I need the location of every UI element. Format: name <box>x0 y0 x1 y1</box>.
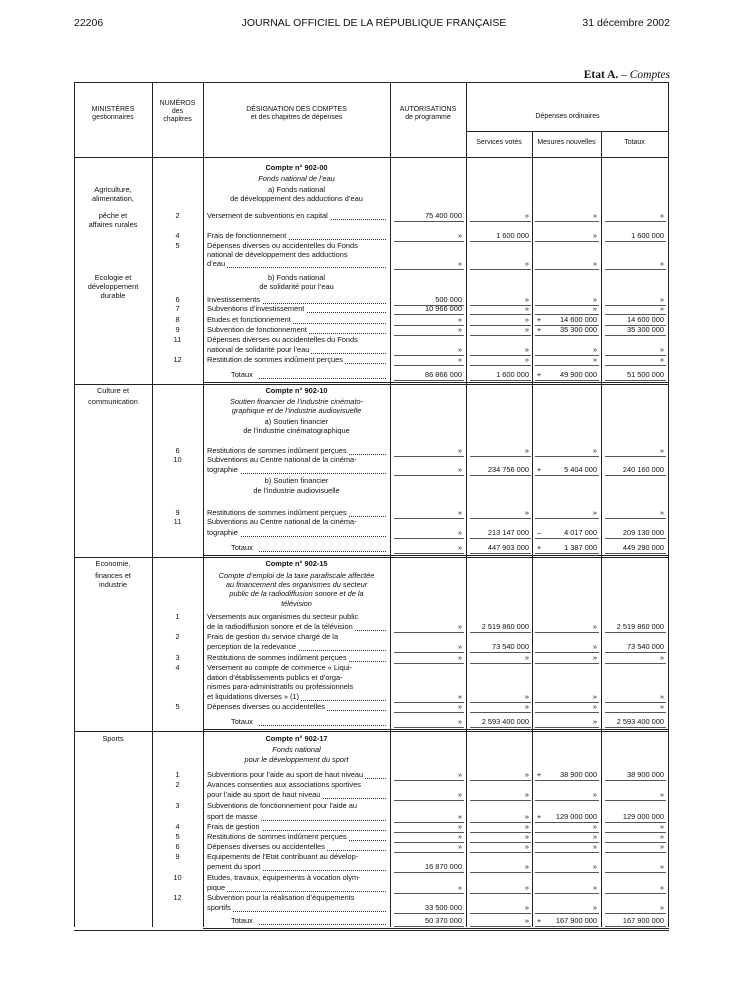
mesures-nouvelles-value: » <box>592 446 597 455</box>
mesures-sign: + <box>536 325 542 334</box>
mesures-nouvelles-value: » <box>592 832 597 841</box>
mesures-nouvelles-value: » <box>592 717 597 726</box>
mesures-nouvelles-value: » <box>592 642 597 651</box>
services-votes-value: » <box>524 325 529 334</box>
designation-text: national de solidarité pour l’eau <box>207 345 310 354</box>
totaux-value: 38 900 000 <box>627 770 664 779</box>
services-votes-value: » <box>524 903 529 912</box>
ministere-label: Culture et <box>96 386 130 395</box>
chapter-number: 8 <box>175 315 180 324</box>
autorisation-value: » <box>457 653 462 662</box>
services-votes-value: » <box>524 211 529 220</box>
chapter-number: 11 <box>173 335 182 344</box>
autorisation-value: » <box>457 692 462 701</box>
designation-text: a) Soutien financier <box>264 417 329 426</box>
autorisation-value: » <box>457 717 462 726</box>
services-votes-value: 213 147 000 <box>487 528 529 537</box>
services-votes-value: 1 600 000 <box>496 231 529 240</box>
services-votes-value: » <box>524 702 529 711</box>
autorisation-value: » <box>457 446 462 455</box>
designation-text: pement du sport <box>207 862 261 871</box>
autorisation-value: » <box>457 325 462 334</box>
autorisation-value: » <box>457 345 462 354</box>
page-date: 31 décembre 2002 <box>582 17 670 29</box>
mesures-nouvelles-value: » <box>592 622 597 631</box>
journal-title: JOURNAL OFFICIEL DE LA RÉPUBLIQUE FRANÇAISE <box>241 17 507 29</box>
chapter-number: 12 <box>173 893 182 902</box>
chapter-number: 4 <box>175 822 180 831</box>
autorisation-value: » <box>457 259 462 268</box>
totaux-value: 14 600 000 <box>627 315 664 324</box>
autorisation-value: 86 866 000 <box>425 370 462 379</box>
designation-text: Restitutions de sommes indûment perçues <box>207 446 347 455</box>
designation-text: Subvention de fonctionnement <box>207 325 307 334</box>
totaux-value: » <box>659 355 664 364</box>
page-number: 22206 <box>74 17 104 29</box>
autorisation-value: » <box>457 832 462 841</box>
chapter-number: 6 <box>175 446 180 455</box>
ministere-label: Agriculture, <box>94 185 132 194</box>
designation-text: Soutien financier de l’industrie cinémato- <box>229 397 364 406</box>
services-votes-value: 73 540 000 <box>492 642 529 651</box>
designation-text: Equipements de l’Etat contribuant au dévelop- <box>207 852 359 861</box>
totaux-value: » <box>659 903 664 912</box>
autorisation-value: » <box>457 465 462 474</box>
designation-text: public de la radiodiffusion sonore et de la <box>229 589 364 598</box>
chapter-number: 5 <box>175 702 180 711</box>
totaux-value: » <box>659 304 664 313</box>
chapter-number: 2 <box>175 780 180 789</box>
autorisation-value: 10 966 000 <box>425 304 462 313</box>
services-votes-value: » <box>524 295 529 304</box>
designation-text: de l’industrie audiovisuelle <box>253 486 340 495</box>
designation-text: de développement des adductions d’eau <box>230 194 363 203</box>
services-votes-value: » <box>524 304 529 313</box>
totaux-value: » <box>659 508 664 517</box>
totals-label: Totaux <box>231 717 253 726</box>
services-votes-value: » <box>524 259 529 268</box>
designation-text: dation d’établissements publics et d’orga- <box>207 673 343 682</box>
designation-text: Restitutions de sommes indûment perçues <box>207 508 347 517</box>
designation-text: national de développement des adductions <box>207 250 348 259</box>
chapter-number: 12 <box>173 355 182 364</box>
designation-text: au financement des organismes du secteur <box>225 580 368 589</box>
designation-text: Versements aux organismes du secteur public <box>207 612 359 621</box>
mesures-nouvelles-value: » <box>592 295 597 304</box>
designation-text: tographie <box>207 528 238 537</box>
totaux-value: » <box>659 211 664 220</box>
autorisation-value: » <box>457 528 462 537</box>
mesures-nouvelles-value: » <box>592 862 597 871</box>
mesures-nouvelles-value: » <box>592 653 597 662</box>
designation-text: Subventions au Centre national de la cinéma- <box>207 517 357 526</box>
chapter-number: 6 <box>175 295 180 304</box>
designation-text: Compte n° 902-00 <box>265 163 328 172</box>
mesures-nouvelles-value: 129 000 000 <box>555 812 597 821</box>
designation-text: Fonds national de l’eau <box>258 174 335 183</box>
services-votes-value: » <box>524 653 529 662</box>
services-votes-value: » <box>524 345 529 354</box>
designation-text: Subventions pour l’aide au sport de haut niveau <box>207 770 364 779</box>
mesures-sign: + <box>536 812 542 821</box>
autorisation-value: » <box>457 812 462 821</box>
designation-text: Frais de gestion du service chargé de la <box>207 632 339 641</box>
designation-text: Subvention pour la réalisation d’équipements <box>207 893 355 902</box>
chapter-number: 9 <box>175 508 180 517</box>
services-votes-value: » <box>524 832 529 841</box>
chapter-number: 3 <box>175 801 180 810</box>
designation-text: Restitutions de sommes indûment perçues <box>207 832 347 841</box>
services-votes-value: » <box>524 812 529 821</box>
autorisation-value: » <box>457 315 462 324</box>
mesures-sign: + <box>536 370 542 379</box>
designation-text: Dépenses diverses ou accidentelles <box>207 842 325 851</box>
autorisation-value: » <box>457 790 462 799</box>
totals-label: Totaux <box>231 543 253 552</box>
autorisation-value: » <box>457 842 462 851</box>
mesures-sign: + <box>536 465 542 474</box>
designation-text: Subventions au Centre national de la cinéma- <box>207 455 357 464</box>
designation-text: sport de masse <box>207 812 258 821</box>
col-autorisations: AUTORISATIONS de programme <box>399 106 457 121</box>
autorisation-value: » <box>457 231 462 240</box>
totals-label: Totaux <box>231 370 253 379</box>
totaux-value: » <box>659 883 664 892</box>
mesures-nouvelles-value: » <box>592 842 597 851</box>
services-votes-value: » <box>524 770 529 779</box>
totaux-value: 209 130 000 <box>622 528 664 537</box>
col-ministeres: MINISTÈRES gestionnaires <box>91 106 135 121</box>
autorisation-value: » <box>457 770 462 779</box>
services-votes-value: » <box>524 822 529 831</box>
services-votes-value: 2 519 860 000 <box>481 622 529 631</box>
totaux-value: 73 540 000 <box>627 642 664 651</box>
mesures-nouvelles-value: » <box>592 883 597 892</box>
mesures-nouvelles-value: » <box>592 702 597 711</box>
autorisation-value: 16 870 000 <box>425 862 462 871</box>
totaux-value: » <box>659 345 664 354</box>
mesures-nouvelles-value: » <box>592 231 597 240</box>
mesures-nouvelles-value: » <box>592 259 597 268</box>
col-mesures-nouvelles: Mesures nouvelles <box>537 139 596 146</box>
autorisation-value: 500 000 <box>435 295 462 304</box>
totaux-value: » <box>659 842 664 851</box>
designation-text: Versement de subventions en capital <box>207 211 328 220</box>
totaux-value: 449 290 000 <box>622 543 664 552</box>
etat-heading <box>584 69 670 81</box>
designation-text: Versement au compte de commerce « Liqui- <box>207 663 353 672</box>
designation-text: pour l’aide au sport de haut niveau <box>207 790 321 799</box>
services-votes-value: » <box>524 883 529 892</box>
mesures-sign: + <box>536 543 542 552</box>
chapter-number: 6 <box>175 842 180 851</box>
designation-text: d’eau <box>207 259 226 268</box>
mesures-nouvelles-value: » <box>592 822 597 831</box>
chapter-number: 11 <box>173 517 182 526</box>
mesures-sign: + <box>536 315 542 324</box>
mesures-nouvelles-value: 49 900 000 <box>560 370 597 379</box>
designation-text: Avances consenties aux associations sportives <box>207 780 361 789</box>
totaux-value: » <box>659 822 664 831</box>
ministere-label: durable <box>100 291 126 300</box>
ministere-label: industrie <box>99 580 127 589</box>
services-votes-value: » <box>524 446 529 455</box>
etat-title: Comptes <box>629 69 670 81</box>
ministere-label: communication <box>88 397 138 406</box>
totaux-value: » <box>659 702 664 711</box>
designation-text: Etudes et fonctionnement <box>207 315 291 324</box>
chapter-number: 4 <box>175 663 180 672</box>
designation-text: de la radiodiffusion sonore et de la télévision <box>207 622 353 631</box>
chapter-number: 10 <box>173 873 182 882</box>
designation-text: de solidarité pour l’eau <box>259 282 334 291</box>
designation-text: perception de la redevance <box>207 642 297 651</box>
totaux-value: 167 900 000 <box>622 916 664 925</box>
etat-label: Etat A. <box>583 69 619 81</box>
totaux-value: 51 500 000 <box>627 370 664 379</box>
autorisation-value: 33 500 000 <box>425 903 462 912</box>
mesures-sign: – <box>536 528 542 537</box>
totaux-value: » <box>659 832 664 841</box>
totaux-value: » <box>659 653 664 662</box>
services-votes-value: 2 593 400 000 <box>481 717 529 726</box>
mesures-nouvelles-value: » <box>592 211 597 220</box>
col-depenses-ordinaires: Dépenses ordinaires <box>535 113 600 120</box>
chapter-number: 4 <box>175 231 180 240</box>
designation-text: Compte n° 902-15 <box>265 559 328 568</box>
col-services-votes: Services votés <box>476 139 522 146</box>
budget-table <box>74 82 669 927</box>
chapter-number: 9 <box>175 325 180 334</box>
chapter-number: 2 <box>175 211 180 220</box>
mesures-nouvelles-value: » <box>592 304 597 313</box>
autorisation-value: » <box>457 355 462 364</box>
mesures-sign: + <box>536 770 542 779</box>
chapter-number: 10 <box>173 455 182 464</box>
designation-text: Compte d’emploi de la taxe parafiscale affectée <box>218 571 375 580</box>
designation-text: pour le développement du sport <box>244 755 349 764</box>
services-votes-value: » <box>524 842 529 851</box>
mesures-nouvelles-value: 167 900 000 <box>555 916 597 925</box>
designation-text: Subventions d’investissement <box>207 304 305 313</box>
designation-text: Dépenses diverses ou accidentelles <box>207 702 325 711</box>
services-votes-value: » <box>524 862 529 871</box>
chapter-number: 7 <box>175 304 180 313</box>
autorisation-value: » <box>457 543 462 552</box>
designation-text: de l’industrie cinématographique <box>243 426 350 435</box>
designation-text: Dépenses diverses ou accidentelles du Fonds <box>207 241 358 250</box>
designation-text: Etudes, travaux, équipements à vocation olym- <box>207 873 361 882</box>
designation-text: tographie <box>207 465 238 474</box>
designation-text: télévision <box>281 599 312 608</box>
chapter-number: 5 <box>175 241 180 250</box>
ministere-label: Sports <box>102 734 124 743</box>
designation-text: Investissements <box>207 295 260 304</box>
designation-text: Restitutions de sommes indûment perçues <box>207 653 347 662</box>
ministere-label: affaires rurales <box>88 220 138 229</box>
services-votes-value: » <box>524 508 529 517</box>
totaux-value: » <box>659 446 664 455</box>
totaux-value: » <box>659 259 664 268</box>
ministere-label: développement <box>87 282 139 291</box>
totaux-value: 1 600 000 <box>631 231 664 240</box>
designation-text: Subventions de fonctionnement pour l’aide au <box>207 801 357 810</box>
mesures-nouvelles-value: » <box>592 692 597 701</box>
services-votes-value: 1 600 000 <box>496 370 529 379</box>
autorisation-value: » <box>457 622 462 631</box>
autorisation-value: 50 370 000 <box>425 916 462 925</box>
designation-text: pique <box>207 883 226 892</box>
totaux-value: 2 519 860 000 <box>616 622 664 631</box>
totals-label: Totaux <box>231 916 253 925</box>
chapter-number: 3 <box>175 653 180 662</box>
totaux-value: » <box>659 790 664 799</box>
totaux-value: 2 593 400 000 <box>616 717 664 726</box>
chapter-number: 5 <box>175 832 180 841</box>
designation-text: Compte n° 902-17 <box>265 734 328 743</box>
designation-text: et liquidations diverses » (1) <box>207 692 300 701</box>
mesures-nouvelles-value: 35 300 000 <box>560 325 597 334</box>
mesures-nouvelles-value: » <box>592 508 597 517</box>
designation-text: graphique et de l’industrie audiovisuelle <box>231 406 362 415</box>
services-votes-value: » <box>524 692 529 701</box>
chapter-number: 9 <box>175 852 180 861</box>
autorisation-value: » <box>457 883 462 892</box>
totaux-value: » <box>659 295 664 304</box>
designation-text: Frais de gestion <box>207 822 260 831</box>
designation-text: Restitution de sommes indûment perçues <box>207 355 343 364</box>
mesures-nouvelles-value: » <box>592 345 597 354</box>
ministere-label: pêche et <box>98 211 128 220</box>
etat-dash: – <box>621 69 627 81</box>
totaux-value: » <box>659 862 664 871</box>
mesures-nouvelles-value: 5 404 000 <box>564 465 597 474</box>
mesures-sign: + <box>536 916 542 925</box>
col-designation: DÉSIGNATION DES COMPTES et des chapitres de dépenses <box>246 106 347 121</box>
ministere-label: finances et <box>95 571 131 580</box>
mesures-nouvelles-value: » <box>592 355 597 364</box>
designation-text: a) Fonds national <box>267 185 326 194</box>
ministere-label: Ecologie et <box>94 273 132 282</box>
mesures-nouvelles-value: 1 387 000 <box>564 543 597 552</box>
mesures-nouvelles-value: 14 600 000 <box>560 315 597 324</box>
mesures-nouvelles-value: » <box>592 790 597 799</box>
totaux-value: 35 300 000 <box>627 325 664 334</box>
chapter-number: 1 <box>175 612 180 621</box>
designation-text: sportifs <box>207 903 231 912</box>
designation-text: Compte n° 902-10 <box>265 386 328 395</box>
autorisation-value: » <box>457 642 462 651</box>
chapter-number: 2 <box>175 632 180 641</box>
chapter-number: 1 <box>175 770 180 779</box>
totaux-value: 129 000 000 <box>622 812 664 821</box>
autorisation-value: » <box>457 508 462 517</box>
services-votes-value: » <box>524 355 529 364</box>
totaux-value: 240 160 000 <box>622 465 664 474</box>
mesures-nouvelles-value: 38 900 000 <box>560 770 597 779</box>
ministere-label: alimentation, <box>92 194 134 203</box>
designation-text: Fonds national <box>272 745 321 754</box>
services-votes-value: » <box>524 315 529 324</box>
designation-text: Dépenses diverses ou accidentelles du Fonds <box>207 335 358 344</box>
col-totaux: Totaux <box>624 139 645 146</box>
mesures-nouvelles-value: » <box>592 903 597 912</box>
mesures-nouvelles-value: 4 017 000 <box>564 528 597 537</box>
designation-text: b) Soutien financier <box>264 476 329 485</box>
autorisation-value: » <box>457 822 462 831</box>
designation-text: b) Fonds national <box>267 273 326 282</box>
services-votes-value: 447 903 000 <box>487 543 529 552</box>
autorisation-value: » <box>457 702 462 711</box>
services-votes-value: 234 756 000 <box>487 465 529 474</box>
totaux-value: » <box>659 692 664 701</box>
ministere-label: Economie, <box>95 559 131 568</box>
designation-text: nismes para-administratifs ou professionnels <box>207 682 354 691</box>
autorisation-value: 75 400 000 <box>425 211 462 220</box>
services-votes-value: » <box>524 790 529 799</box>
col-numeros: NUMÉROS des chapitres <box>159 100 196 123</box>
services-votes-value: » <box>524 916 529 925</box>
designation-text: Frais de fonctionnement <box>207 231 287 240</box>
